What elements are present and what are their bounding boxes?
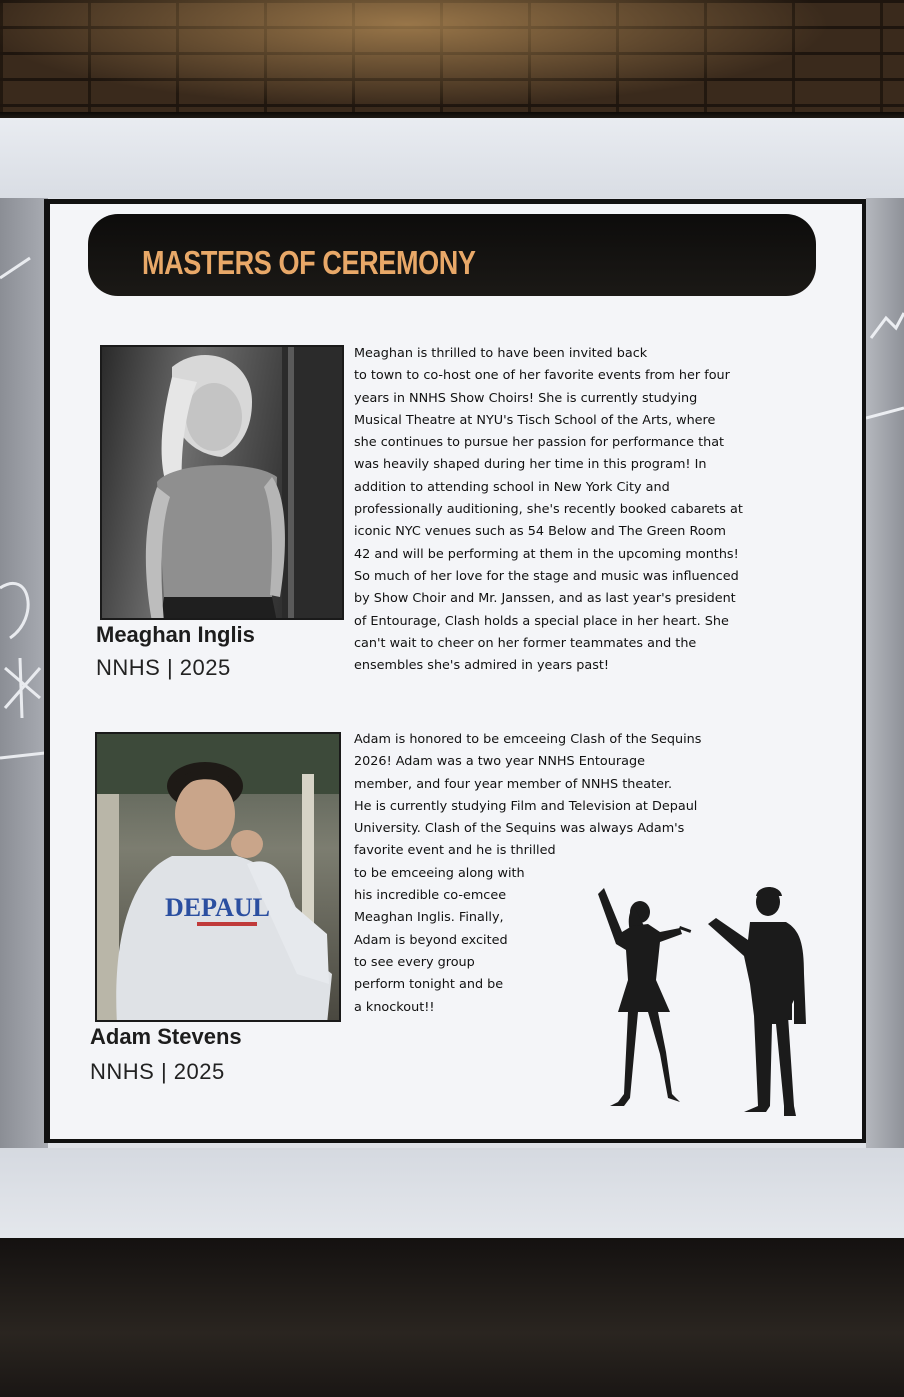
host-school-year: NNHS | 2025 xyxy=(96,655,231,680)
bio-line: So much of her love for the stage and music was influenced xyxy=(354,568,739,584)
bio-line: she continues to pursue her passion for performance that xyxy=(354,435,725,451)
bio-line: years in NNHS Show Choirs! She is currently studying xyxy=(354,390,698,406)
screen-side-art-left xyxy=(0,198,48,1148)
bio-line: to town to co-host one of her favorite events from her four xyxy=(354,368,730,384)
bio-line: Adam is honored to be emceeing Clash of the Sequins xyxy=(354,732,702,747)
bio-line: professionally auditioning, she's recently booked cabarets at xyxy=(354,502,743,518)
host-name: Meaghan Inglis xyxy=(96,622,255,647)
host-school-year: NNHS | 2025 xyxy=(90,1059,225,1084)
bio-line: to see every group xyxy=(354,954,475,970)
bio-line: University. Clash of the Sequins was always Adam's xyxy=(354,821,685,837)
screen-bottom-band xyxy=(0,1148,904,1238)
bio-line: ensembles she's admired in years past! xyxy=(354,658,610,674)
bio-line: to be emceeing along with xyxy=(354,865,525,881)
bio-line: 42 and will be performing at them in the upcoming months! xyxy=(354,546,739,562)
bio-line: by Show Choir and Mr. Janssen, and as last year's president xyxy=(354,591,736,607)
bio-line: He is currently studying Film and Television at Depaul xyxy=(354,798,698,814)
bio-line: favorite event and he is thrilled xyxy=(354,843,556,859)
bio-line: Adam is beyond excited xyxy=(354,932,508,948)
screen-top-band xyxy=(0,118,904,198)
title-banner xyxy=(88,214,816,296)
bio-line: a knockout!! xyxy=(354,999,435,1015)
bio-line: Meaghan is thrilled to have been invited back xyxy=(354,346,648,361)
bio-line: his incredible co-emcee xyxy=(354,888,507,904)
program-card xyxy=(44,199,866,1143)
brick-wall-background xyxy=(0,0,904,122)
host-photo-adam xyxy=(95,732,341,1022)
bio-line: can't wait to cheer on her former teammates and the xyxy=(354,635,697,651)
bio-line: member, and four year member of NNHS theater. xyxy=(354,776,673,792)
sweatshirt-logo: DEPAUL xyxy=(165,893,270,922)
bio-line: perform tonight and be xyxy=(354,977,504,993)
dark-floor xyxy=(0,1238,904,1397)
host-photo-meaghan xyxy=(100,345,344,620)
bio-line: 2026! Adam was a two year NNHS Entourage xyxy=(354,754,645,770)
screen-side-art-right xyxy=(866,198,904,1148)
host-bio xyxy=(354,343,743,677)
bio-line: Meaghan Inglis. Finally, xyxy=(354,910,504,926)
bio-line: of Entourage, Clash holds a special place in her heart. She xyxy=(354,613,729,629)
bio-line: was heavily shaped during her time in this program! In xyxy=(354,457,707,473)
bio-line: addition to attending school in New York City and xyxy=(354,479,670,495)
host-name: Adam Stevens xyxy=(90,1024,242,1049)
bio-line: iconic NYC venues such as 54 Below and The Green Room xyxy=(354,524,726,540)
page-title: MASTERS OF CEREMONY xyxy=(142,244,476,281)
singer-and-man-silhouette-icon xyxy=(598,884,828,1129)
bio-line: Musical Theatre at NYU's Tisch School of the Arts, where xyxy=(354,412,716,428)
